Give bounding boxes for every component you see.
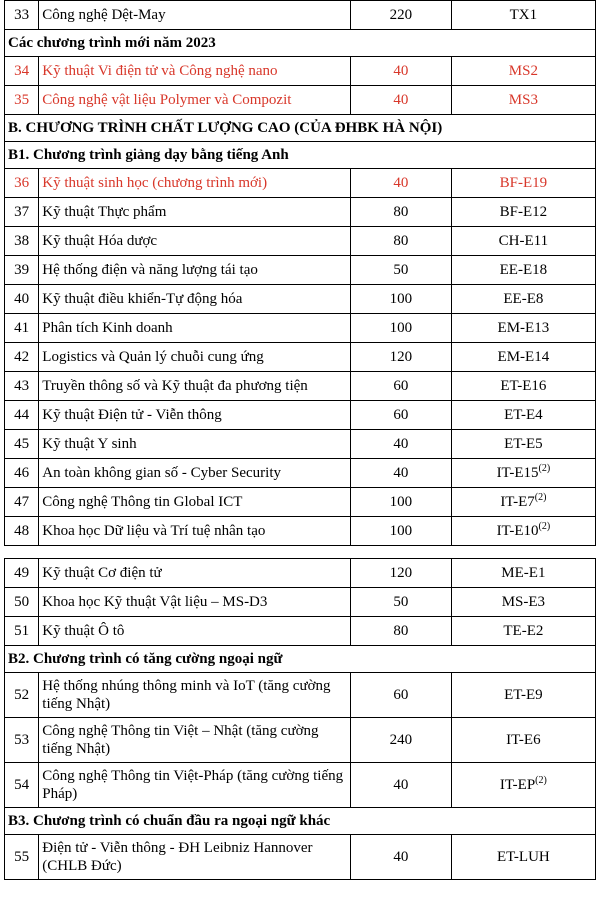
program-name [39,198,351,227]
program-quota [350,285,451,314]
program-code-text: MS-E3 [501,594,546,610]
program-number-text: 54 [14,777,30,793]
program-row [5,198,596,227]
program-code-text: IT-E6 [506,732,541,748]
program-code-text: IT-E7 [500,494,535,510]
program-code [451,227,595,256]
program-quota [350,372,451,401]
program-number-text: 45 [14,436,30,452]
program-name-text: Truyền thông số và Kỹ thuật đa phương tiện [42,378,308,394]
program-number-text: 48 [14,523,30,539]
program-row [5,617,596,646]
program-name [39,256,351,285]
section-title: B1. Chương trình giảng dạy bằng tiếng Anh [5,142,596,169]
program-name [39,86,351,115]
program-name-text: Công nghệ Thông tin Global ICT [42,494,243,510]
section-title: B. CHƯƠNG TRÌNH CHẤT LƯỢNG CAO (CỦA ĐHBK HÀ NỘI) [5,115,596,142]
program-number [5,559,39,588]
program-number-text: 42 [14,349,30,365]
program-code [451,430,595,459]
program-quota-text: 50 [393,262,409,278]
program-code [451,718,595,763]
program-row [5,169,596,198]
program-number [5,718,39,763]
program-number-text: 44 [14,407,30,423]
program-quota [350,401,451,430]
program-number [5,673,39,718]
program-number-text: 34 [14,63,30,79]
program-number [5,57,39,86]
program-number-text: 37 [14,204,30,220]
program-name [39,835,351,880]
program-row [5,1,596,30]
program-quota-text: 40 [393,436,409,452]
program-number-text: 47 [14,494,30,510]
section-header-row [5,30,596,57]
program-row [5,86,596,115]
program-quota-text: 40 [393,92,409,108]
program-code-text: ME-E1 [501,565,546,581]
program-name [39,314,351,343]
program-row [5,835,596,880]
program-quota [350,343,451,372]
program-name [39,517,351,546]
program-name-text: Hệ thống điện và năng lượng tái tạo [42,262,258,278]
program-quota [350,169,451,198]
program-number [5,227,39,256]
footnote-marker: (2) [535,775,547,786]
program-name [39,285,351,314]
program-code-text: EM-E14 [497,349,550,365]
program-quota [350,1,451,30]
program-code [451,517,595,546]
program-code-text: ET-E5 [504,436,543,452]
program-number-text: 41 [14,320,30,336]
program-name [39,673,351,718]
program-number [5,372,39,401]
program-quota-text: 40 [393,777,409,793]
program-row [5,285,596,314]
program-code-text: TE-E2 [503,623,544,639]
program-quota-text: 80 [393,233,409,249]
program-code [451,488,595,517]
program-code [451,401,595,430]
program-name-text: Kỹ thuật Cơ điện tử [42,565,162,581]
program-code [451,763,595,808]
program-quota-text: 80 [393,204,409,220]
program-name [39,763,351,808]
program-name-text: Kỹ thuật Thực phẩm [42,204,167,220]
section-header-row [5,808,596,835]
program-name-text: Khoa học Dữ liệu và Trí tuệ nhân tạo [42,523,266,539]
program-code [451,57,595,86]
section-header-row [5,142,596,169]
program-row [5,673,596,718]
section-title: B2. Chương trình có tăng cường ngoại ngữ [5,646,596,673]
program-code [451,588,595,617]
program-code-text: IT-E15 [496,465,539,481]
program-code [451,459,595,488]
program-code [451,1,595,30]
program-name [39,559,351,588]
program-quota [350,256,451,285]
program-code-text: ET-LUH [496,849,550,865]
program-name [39,430,351,459]
program-quota [350,227,451,256]
program-number-text: 53 [14,732,30,748]
program-code-text: ET-E9 [504,687,543,703]
program-code [451,559,595,588]
program-row [5,488,596,517]
program-quota-text: 80 [393,623,409,639]
program-code-text: EM-E13 [497,320,550,336]
program-quota [350,559,451,588]
program-code [451,673,595,718]
program-quota [350,718,451,763]
program-number-text: 46 [14,465,30,481]
program-number [5,835,39,880]
program-row [5,256,596,285]
program-name [39,57,351,86]
section-title: Các chương trình mới năm 2023 [5,30,596,57]
program-code [451,617,595,646]
program-code-text: IT-EP [499,777,536,793]
program-name [39,1,351,30]
program-number [5,401,39,430]
program-name-text: Công nghệ Thông tin Việt-Pháp (tăng cường tiếng Pháp) [42,768,344,802]
program-quota-text: 40 [393,849,409,865]
program-name [39,718,351,763]
program-code-text: BF-E12 [499,204,548,220]
program-quota-text: 50 [393,594,409,610]
program-number-text: 49 [14,565,30,581]
program-quota-text: 240 [389,732,413,748]
program-code [451,343,595,372]
program-number [5,488,39,517]
program-code-text: MS3 [508,92,538,108]
program-code-text: EE-E8 [503,291,544,307]
program-code-text: IT-E10 [496,523,539,539]
program-row [5,559,596,588]
program-number [5,285,39,314]
program-quota-text: 60 [393,687,409,703]
program-quota [350,459,451,488]
program-code [451,372,595,401]
program-number-text: 55 [14,849,30,865]
program-name-text: Kỹ thuật điều khiển-Tự động hóa [42,291,243,307]
program-quota [350,57,451,86]
program-name-text: Công nghệ Dệt-May [42,7,166,23]
program-name [39,459,351,488]
program-number [5,430,39,459]
program-quota-text: 40 [393,175,409,191]
program-code-text: ET-E4 [504,407,543,423]
program-quota-text: 120 [389,565,413,581]
program-name-text: An toàn không gian số - Cyber Security [42,465,281,481]
program-code-text: CH-E11 [498,233,549,249]
program-number [5,169,39,198]
program-number-text: 38 [14,233,30,249]
program-name [39,343,351,372]
program-number [5,1,39,30]
program-number [5,198,39,227]
program-quota [350,763,451,808]
program-number-text: 40 [14,291,30,307]
program-code [451,835,595,880]
program-name-text: Kỹ thuật Điện tử - Viễn thông [42,407,222,423]
programs-table-part-1 [4,0,596,546]
program-quota-text: 100 [389,494,413,510]
program-name [39,617,351,646]
program-name [39,227,351,256]
program-name-text: Hệ thống nhúng thông minh và IoT (tăng cường tiếng Nhật) [42,678,331,712]
program-name-text: Kỹ thuật Vi điện tử và Công nghệ nano [42,63,278,79]
program-code [451,256,595,285]
program-code-text: EE-E18 [499,262,548,278]
program-code [451,169,595,198]
program-quota [350,617,451,646]
program-quota-text: 40 [393,465,409,481]
program-quota [350,314,451,343]
program-quota-text: 40 [393,63,409,79]
program-number [5,256,39,285]
program-name-text: Logistics và Quản lý chuỗi cung ứng [42,349,264,365]
footnote-marker: (2) [538,463,551,474]
program-number [5,343,39,372]
program-name-text: Phân tích Kinh doanh [42,320,173,336]
program-name-text: Công nghệ Thông tin Việt – Nhật (tăng cường tiếng Nhật) [42,723,319,757]
program-code [451,198,595,227]
program-quota-text: 100 [389,320,413,336]
program-row [5,430,596,459]
program-quota-text: 60 [393,407,409,423]
program-row [5,314,596,343]
program-number [5,314,39,343]
program-name [39,401,351,430]
program-quota [350,86,451,115]
program-quota-text: 100 [389,291,413,307]
program-number [5,517,39,546]
program-quota [350,588,451,617]
program-row [5,401,596,430]
program-row [5,459,596,488]
footnote-marker: (2) [534,492,547,503]
program-quota [350,673,451,718]
program-number-text: 33 [14,7,30,23]
program-name-text: Kỹ thuật sinh học (chương trình mới) [42,175,268,191]
program-number [5,459,39,488]
page-break-gap [0,546,600,558]
program-number-text: 51 [14,623,30,639]
program-name [39,372,351,401]
program-quota-text: 60 [393,378,409,394]
program-code-text: MS2 [508,63,538,79]
program-quota [350,835,451,880]
program-name-text: Công nghệ vật liệu Polymer và Compozit [42,92,292,108]
program-name-text: Điện tử - Viễn thông - ĐH Leibniz Hannover (CHLB Đức) [42,840,313,874]
program-code-text: BF-E19 [499,175,548,191]
program-quota-text: 120 [389,349,413,365]
program-row [5,763,596,808]
program-name [39,588,351,617]
program-code [451,314,595,343]
program-number [5,86,39,115]
program-number [5,763,39,808]
program-code [451,285,595,314]
program-number-text: 43 [14,378,30,394]
program-quota-text: 220 [389,7,413,23]
program-row [5,718,596,763]
program-row [5,517,596,546]
program-number-text: 35 [14,92,30,108]
program-number [5,588,39,617]
section-title: B3. Chương trình có chuẩn đầu ra ngoại ngữ khác [5,808,596,835]
program-row [5,57,596,86]
program-quota [350,430,451,459]
program-row [5,372,596,401]
program-number-text: 36 [14,175,30,191]
program-name-text: Kỹ thuật Ô tô [42,623,125,639]
program-quota [350,198,451,227]
program-name [39,488,351,517]
program-name-text: Kỹ thuật Hóa dược [42,233,158,249]
programs-table-part-2 [4,558,596,880]
program-name-text: Khoa học Kỹ thuật Vật liệu – MS-D3 [42,594,268,610]
program-code [451,86,595,115]
program-name [39,169,351,198]
program-number-text: 50 [14,594,30,610]
program-code-text: TX1 [509,7,538,23]
program-row [5,588,596,617]
section-header-row [5,115,596,142]
section-header-row [5,646,596,673]
program-number-text: 39 [14,262,30,278]
program-quota-text: 100 [389,523,413,539]
program-code-text: ET-E16 [500,378,547,394]
footnote-marker: (2) [538,521,551,532]
program-quota [350,488,451,517]
program-row [5,343,596,372]
program-quota [350,517,451,546]
program-number-text: 52 [14,687,30,703]
program-name-text: Kỹ thuật Y sinh [42,436,137,452]
program-number [5,617,39,646]
program-row [5,227,596,256]
